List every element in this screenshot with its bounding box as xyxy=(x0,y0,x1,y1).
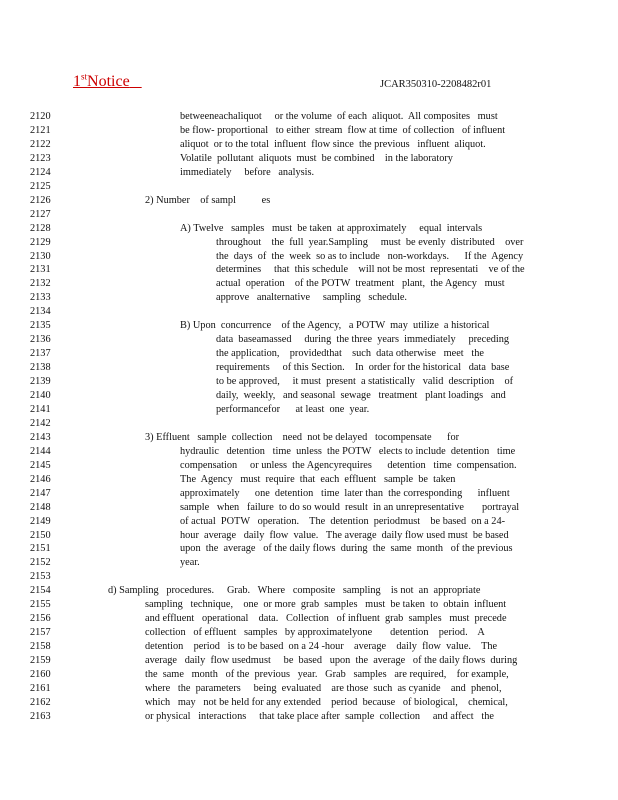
document-line xyxy=(0,556,618,570)
line-number: 2135 xyxy=(30,320,51,332)
line-number: 2128 xyxy=(30,222,51,234)
document-line xyxy=(0,612,618,626)
line-number: 2139 xyxy=(30,376,51,388)
document-line xyxy=(0,570,618,584)
document-line xyxy=(0,431,618,445)
line-text: compensation or unless the Agencyrequires detention time compensation. xyxy=(180,459,517,471)
line-text: betweeneachaliquot or the volume of each aliquot. All composites must xyxy=(180,111,498,122)
line-number: 2147 xyxy=(30,487,51,499)
document-line xyxy=(0,138,618,152)
line-text: performancefor at least one year. xyxy=(216,403,370,415)
document-line xyxy=(0,542,618,556)
line-text: year. xyxy=(180,557,200,569)
line-text: the application, providedthat such data otherwise meet the xyxy=(216,348,484,360)
line-text: collection of effluent samples by approximatelyone detention period. A xyxy=(145,627,485,639)
line-text: requirements of this Section. In order for the historical data base xyxy=(216,362,510,374)
line-text: determines that this schedule will not be most representati ve of the xyxy=(216,264,525,276)
line-number: 2152 xyxy=(30,557,51,569)
line-number: 2143 xyxy=(30,431,51,443)
line-number: 2140 xyxy=(30,390,51,401)
line-number: 2150 xyxy=(30,529,51,541)
line-number: 2141 xyxy=(30,403,51,415)
line-number: 2136 xyxy=(30,334,51,346)
document-id: JCAR350310-2208482r01 xyxy=(380,79,492,90)
document-line xyxy=(0,291,618,305)
line-number: 2130 xyxy=(30,250,51,262)
line-number: 2133 xyxy=(30,292,51,304)
document-line xyxy=(0,361,618,375)
line-number: 2158 xyxy=(30,641,51,653)
document-line xyxy=(0,445,618,459)
line-number: 2132 xyxy=(30,278,51,290)
line-text: to be approved, it must present a statistically valid description of xyxy=(216,376,514,388)
document-line xyxy=(0,473,618,487)
document-line xyxy=(0,124,618,138)
line-text: The Agency must require that each effluent sample be taken xyxy=(180,473,456,485)
document-line xyxy=(0,180,618,194)
document-line xyxy=(0,194,618,208)
line-number: 2127 xyxy=(30,208,51,220)
line-number: 2153 xyxy=(30,571,51,583)
document-line xyxy=(0,459,618,473)
line-number: 2156 xyxy=(30,613,51,625)
document-line xyxy=(0,333,618,347)
line-text: Volatile pollutant aliquots must be combined in the laboratory xyxy=(180,152,453,164)
document-line xyxy=(0,668,618,682)
line-number: 2151 xyxy=(30,543,51,555)
document-line xyxy=(0,515,618,529)
document-line xyxy=(0,375,618,389)
line-number: 2155 xyxy=(30,599,51,611)
document-line xyxy=(0,487,618,501)
line-text: the same month of the previous year. Grab samples are required, for example, xyxy=(145,669,509,680)
line-number: 2134 xyxy=(30,306,51,318)
document-line xyxy=(0,501,618,515)
line-number: 2122 xyxy=(30,138,51,150)
document-line xyxy=(0,529,618,543)
line-number: 2160 xyxy=(30,669,51,680)
line-number: 2144 xyxy=(30,445,51,457)
line-text: or physical interactions that take place after sample collection and affect the xyxy=(145,710,494,722)
line-text: 3) Effluent sample collection need not be delayed tocompensate for xyxy=(145,431,460,443)
line-number: 2126 xyxy=(30,194,51,206)
line-number: 2163 xyxy=(30,710,51,722)
line-text: A) Twelve samples must be taken at approximately equal intervals xyxy=(180,222,483,234)
line-text: approximately one detention time later than the corresponding influent xyxy=(180,487,510,499)
line-text: data baseamassed during the three years immediately preceding xyxy=(216,334,510,346)
line-number: 2129 xyxy=(30,236,51,248)
line-number: 2161 xyxy=(30,682,51,694)
line-text: throughout the full year.Sampling must be evenly distributed over xyxy=(216,236,524,248)
line-text: actual operation of the POTW treatment plant, the Agency must xyxy=(216,278,505,290)
document-line xyxy=(0,682,618,696)
document-line xyxy=(0,305,618,319)
line-text: be flow- proportional to either stream flow at time of collection of influent xyxy=(180,124,506,136)
line-number: 2142 xyxy=(30,417,51,429)
line-text: hydraulic detention time unless the POTW elects to include detention time xyxy=(180,445,516,457)
document-line xyxy=(0,166,618,180)
line-number: 2148 xyxy=(30,501,51,513)
document-line xyxy=(0,626,618,640)
document-line xyxy=(0,654,618,668)
line-number: 2138 xyxy=(30,362,51,374)
line-number: 2123 xyxy=(30,152,51,164)
line-text: sample when failure to do so would result in an unrepresentative portrayal xyxy=(180,501,520,513)
line-text: and effluent operational data. Collection of influent grab samples must precede xyxy=(145,613,507,625)
line-number: 2137 xyxy=(30,348,51,360)
notice-text: 1stNotice xyxy=(73,71,130,90)
line-number: 2145 xyxy=(30,459,51,471)
line-text: aliquot or to the total influent flow since the previous influent aliquot. xyxy=(180,138,486,150)
document-line xyxy=(0,236,618,250)
document-line xyxy=(0,417,618,431)
line-number: 2131 xyxy=(30,264,51,276)
notice-superscript: st xyxy=(81,71,88,82)
line-number: 2154 xyxy=(30,585,51,597)
document-line xyxy=(0,710,618,724)
document-line xyxy=(0,403,618,417)
line-number: 2124 xyxy=(30,166,51,178)
document-line xyxy=(0,110,618,124)
document-line xyxy=(0,208,618,222)
line-number: 2146 xyxy=(30,473,51,485)
document-line xyxy=(0,222,618,236)
line-number: 2149 xyxy=(30,515,51,527)
line-number: 2157 xyxy=(30,627,51,639)
line-number: 2162 xyxy=(30,696,51,708)
line-text: upon the average of the daily flows during the same month of the previous xyxy=(180,543,513,555)
line-text: detention period is to be based on a 24 -hour average daily flow value. The xyxy=(145,641,498,653)
line-text: which may not be held for any extended period because of biological, chemical, xyxy=(145,696,508,708)
line-number: 2125 xyxy=(30,180,51,192)
document-line xyxy=(0,263,618,277)
document-line xyxy=(0,152,618,166)
line-text: 2) Number of sampl es xyxy=(145,194,271,206)
line-text: of actual POTW operation. The detention periodmust be based on a 24- xyxy=(180,515,506,527)
document-line xyxy=(0,250,618,264)
line-text: average daily flow usedmust be based upon the average of the daily flows during xyxy=(145,655,518,667)
line-text: d) Sampling procedures. Grab. Where composite sampling is not an appropriate xyxy=(108,585,481,597)
document-line xyxy=(0,696,618,710)
line-text: immediately before analysis. xyxy=(180,166,315,178)
line-number: 2120 xyxy=(30,111,51,122)
document-line xyxy=(0,584,618,598)
document-line xyxy=(0,640,618,654)
notice-label xyxy=(73,72,142,92)
document-line xyxy=(0,598,618,612)
document-line xyxy=(0,277,618,291)
document-line xyxy=(0,347,618,361)
line-text: the days of the week so as to include non-workdays. If the Agency xyxy=(216,250,524,262)
line-number: 2121 xyxy=(30,124,51,136)
document-line xyxy=(0,319,618,333)
line-text: B) Upon concurrence of the Agency, a POTW may utilize a historical xyxy=(180,320,490,332)
line-text: sampling technique, one or more grab samples must be taken to obtain influent xyxy=(145,599,507,611)
line-text: hour average daily flow value. The average daily flow used must be based xyxy=(180,529,509,541)
document-line xyxy=(0,389,618,403)
line-text: daily, weekly, and seasonal sewage treatment plant loadings and xyxy=(216,390,506,401)
line-text: where the parameters being evaluated are those such as cyanide and phenol, xyxy=(145,682,502,694)
line-number: 2159 xyxy=(30,655,51,667)
line-text: approve analternative sampling schedule. xyxy=(216,292,408,304)
